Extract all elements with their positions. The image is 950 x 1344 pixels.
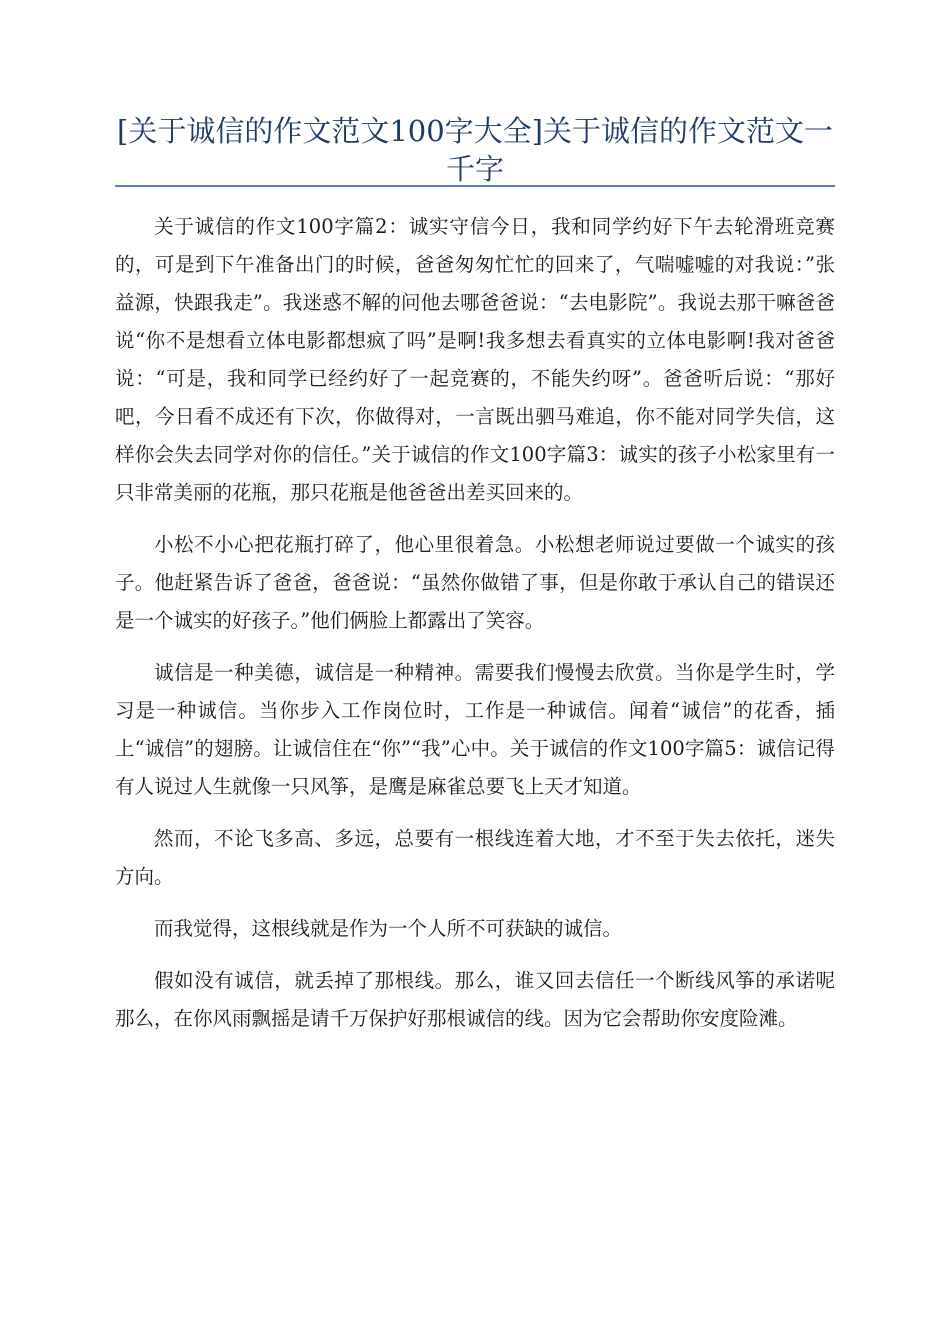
document-title: [关于诚信的作文范文100字大全]关于诚信的作文范文一千字 (117, 114, 833, 186)
paragraph-5: 而我觉得，这根线就是作为一个人所不可获缺的诚信。 (154, 917, 623, 940)
paragraph-3: 诚信是一种美德，诚信是一种精神。需要我们慢慢去欣赏。当你是学生时，学习是一种诚信。当你步入工作岗位时，工作是一种诚信。闻着“诚信”的花香，插上“诚信”的翅膀。让诚信住在“你”“我”心中。关于诚信的作文100字篇5：诚信记得有人说过人生就像一只风筝，是鹰是麻雀总要飞上天才知道。 (115, 661, 835, 798)
paragraph-4: 然而，不论飞多高、多远，总要有一根线连着大地，才不至于失去依托，迷失方向。 (115, 827, 835, 888)
title-block (115, 112, 835, 188)
document-body (115, 208, 835, 1052)
paragraph-2: 小松不小心把花瓶打碎了，他心里很着急。小松想老师说过要做一个诚实的孩子。他赶紧告诉了爸爸，爸爸说：“虽然你做错了事，但是你敢于承认自己的错误还是一个诚实的好孩子。”他们俩脸上都露出了笑容。 (115, 533, 835, 632)
title-underline (115, 185, 835, 187)
paragraph-1: 关于诚信的作文100字篇2：诚实守信今日，我和同学约好下午去轮滑班竞赛的，可是到下午准备出门的时候，爸爸匆匆忙忙的回来了，气喘嘘嘘的对我说：”张益源，快跟我走”。我迷惑不解的问他去哪爸爸说：“去电影院”。我说去那干嘛爸爸说“你不是想看立体电影都想疯了吗”是啊!我多想去看真实的立体电影啊!我对爸爸说：“可是，我和同学已经约好了一起竞赛的，不能失约呀”。爸爸听后说：“那好吧，今日看不成还有下次，你做得对，一言既出驷马难追，你不能对同学失信，这样你会失去同学对你的信任。”关于诚信的作文100字篇3：诚实的孩子小松家里有一只非常美丽的花瓶，那只花瓶是他爸爸出差买回来的。 (115, 215, 835, 504)
paragraph-6: 假如没有诚信，就丢掉了那根线。那么，谁又回去信任一个断线风筝的承诺呢那么，在你风雨飘摇是请千万保护好那根诚信的线。因为它会帮助你安度险滩。 (115, 969, 835, 1030)
